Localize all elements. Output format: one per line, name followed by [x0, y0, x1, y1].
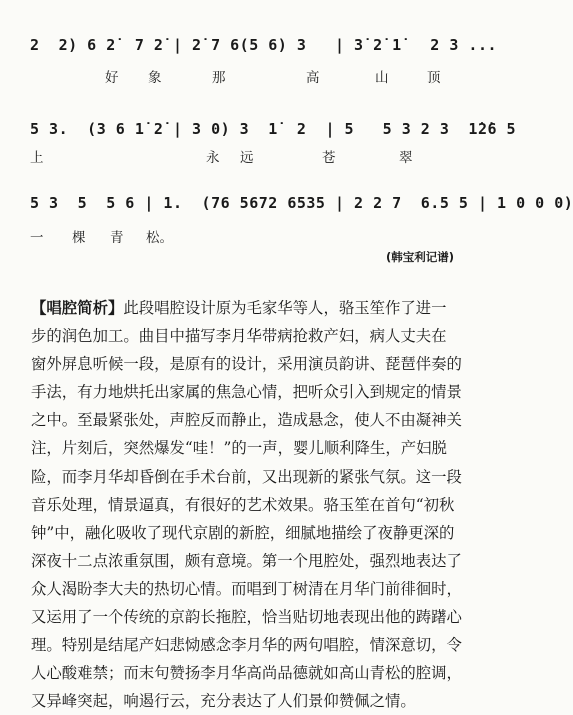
commentary-line: 人心酸难禁；而末句赞扬李月华高尚品德就如高山青松的腔调，: [31, 664, 462, 683]
commentary-line-1-text: 此段唱腔设计原为毛家华等人，骆玉笙作了进一: [123, 299, 447, 317]
notation-row-3: 5 3 5 5 6 | 1. (76 5672 6535 | 2 2 7 6.5 5 | 1 0 0 0): [30, 194, 573, 212]
lyric-character: 山: [375, 70, 389, 86]
lyric-character: 上: [30, 150, 44, 166]
lyric-character: 远: [240, 150, 254, 166]
notation-row-2: 5 3. (3 6 1̇ 2̇ | 3 0) 3 1̇ 2 | 5 5 3 2 3 1̇2̇6 5: [30, 120, 517, 138]
commentary-line: 手法，有力地烘托出家属的焦急心情，把听众引入到规定的情景: [31, 383, 462, 402]
commentary: [31, 294, 467, 715]
notation-row-1: 2 2) 6 2̇ 7 2̇ | 2̇ 7 6(5 6) 3 | 3̇ 2̇ 1̇ 2 3 ...: [30, 36, 498, 54]
commentary-line: 又运用了一个传统的京韵长拖腔，恰当贴切地表现出他的踌躇心: [31, 608, 462, 627]
commentary-line: 注，片刻后，突然爆发“哇！”的一声，婴儿顺利降生，产妇脱: [31, 439, 447, 458]
commentary-line: 理。特别是结尾产妇悲恸感念李月华的两句唱腔，情深意切，令: [31, 636, 462, 655]
commentary-line: 又异峰突起，响遏行云，充分表达了人们景仰赞佩之情。: [31, 692, 416, 711]
commentary-line: 深夜十二点浓重氛围，颇有意境。第一个甩腔处，强烈地表达了: [31, 551, 462, 570]
lyric-character: 一: [30, 230, 44, 246]
lyric-character: 那: [212, 70, 226, 86]
commentary-line: 音乐处理，情景逼真，有很好的艺术效果。骆玉笙在首句“初秋: [31, 495, 455, 514]
lyric-character: 翠: [399, 150, 413, 166]
lyric-character: 苍: [322, 150, 336, 166]
commentary-heading: 【唱腔简析】: [31, 299, 124, 317]
commentary-line: 钟”中，融化吸收了现代京剧的新腔，细腻地描绘了夜静更深的: [31, 523, 455, 542]
transcriber-credit: (韩宝利记谱): [385, 250, 454, 264]
commentary-line: 窗外屏息听候一段，是原有的设计，采用演员韵讲、琵琶伴奏的: [31, 355, 462, 374]
commentary-line: 步的润色加工。曲目中描写李月华带病抢救产妇，病人丈夫在: [31, 327, 447, 346]
lyric-character: 高: [306, 70, 320, 86]
commentary-line-1: [31, 294, 467, 322]
lyric-character: 好: [105, 70, 119, 86]
commentary-line: 之中。至最紧张处，声腔反而静止，造成悬念，使人不由凝神关: [31, 411, 462, 430]
lyric-character: 象: [148, 70, 162, 86]
lyric-character: 松。: [146, 230, 173, 246]
lyric-character: 顶: [427, 70, 441, 86]
commentary-line: 险，而李月华却昏倒在手术台前，又出现新的紧张气氛。这一段: [31, 467, 462, 486]
lyric-character: 永: [206, 150, 220, 166]
commentary-line: 众人渴盼李大夫的热切心情。而唱到丁树清在月华门前徘徊时，: [31, 579, 462, 598]
lyric-character: 青: [110, 230, 124, 246]
lyric-character: 棵: [72, 230, 86, 246]
